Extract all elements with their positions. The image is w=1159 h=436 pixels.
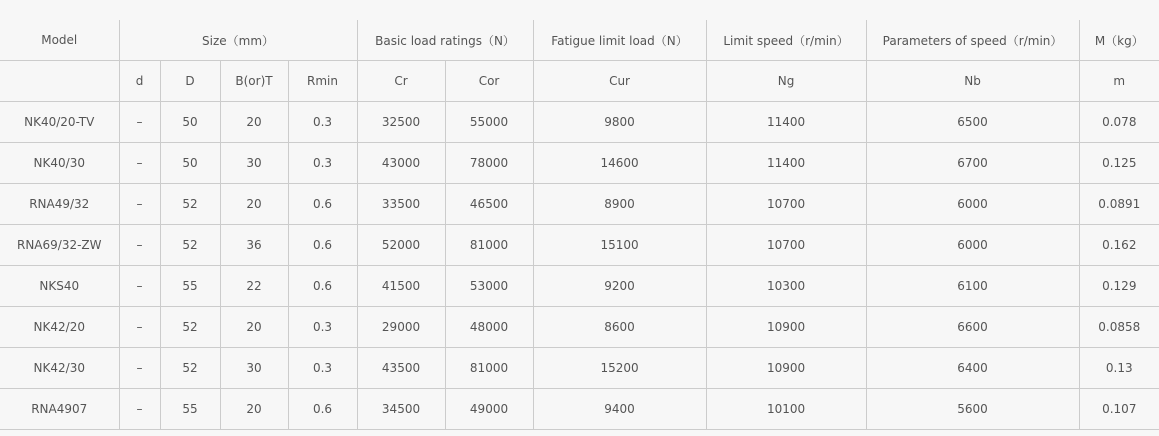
table-cell: 20	[220, 389, 288, 430]
table-cell: 48000	[445, 307, 533, 348]
header-parameters-of-speed: Parameters of speed（r/min）	[866, 20, 1079, 61]
table-cell: 0.13	[1079, 348, 1159, 389]
model-cell: RNA69/32-ZW	[0, 225, 119, 266]
table-cell: 8900	[533, 184, 706, 225]
table-cell: 0.107	[1079, 389, 1159, 430]
subheader-cell: B(or)T	[220, 61, 288, 102]
table-cell: 6000	[866, 225, 1079, 266]
table-cell: 10900	[706, 348, 866, 389]
table-cell: 36	[220, 225, 288, 266]
table-cell: 30	[220, 143, 288, 184]
table-cell: 11400	[706, 143, 866, 184]
table-cell: 10900	[706, 307, 866, 348]
subheader-cell: Cor	[445, 61, 533, 102]
model-cell: NK40/30	[0, 143, 119, 184]
table-cell: 0.162	[1079, 225, 1159, 266]
table-cell: 29000	[357, 307, 445, 348]
table-row	[0, 307, 1159, 348]
table-cell: 5600	[866, 389, 1079, 430]
table-row	[0, 184, 1159, 225]
header-limit-speed: Limit speed（r/min）	[706, 20, 866, 61]
table-cell: 0.6	[288, 184, 357, 225]
table-cell: 0.6	[288, 225, 357, 266]
subheader-cell: Rmin	[288, 61, 357, 102]
table-cell: –	[119, 307, 160, 348]
header-size: Size（mm）	[119, 20, 357, 61]
subheader-cell: Cur	[533, 61, 706, 102]
table-cell: 6500	[866, 102, 1079, 143]
header-row	[0, 20, 1159, 61]
table-cell: 32500	[357, 102, 445, 143]
subheader-cell: m	[1079, 61, 1159, 102]
table-cell: 55	[160, 266, 220, 307]
table-cell: 14600	[533, 143, 706, 184]
table-cell: 55000	[445, 102, 533, 143]
table-cell: 11400	[706, 102, 866, 143]
table-cell: 41500	[357, 266, 445, 307]
table-cell: 46500	[445, 184, 533, 225]
table-cell: 0.125	[1079, 143, 1159, 184]
table-cell: 6000	[866, 184, 1079, 225]
table-cell: 49000	[445, 389, 533, 430]
header-mass: M（kg）	[1079, 20, 1159, 61]
table-row	[0, 348, 1159, 389]
subheader-cell: d	[119, 61, 160, 102]
table-cell: 8600	[533, 307, 706, 348]
model-cell: RNA49/32	[0, 184, 119, 225]
table-cell: 50	[160, 102, 220, 143]
table-cell: 15200	[533, 348, 706, 389]
table-cell: 10300	[706, 266, 866, 307]
table-row	[0, 389, 1159, 430]
table-cell: 52	[160, 307, 220, 348]
table-cell: 0.3	[288, 348, 357, 389]
subheader-cell: Cr	[357, 61, 445, 102]
table-cell: 0.0891	[1079, 184, 1159, 225]
table-cell: 22	[220, 266, 288, 307]
table-cell: 78000	[445, 143, 533, 184]
table-cell: 34500	[357, 389, 445, 430]
model-cell: NK42/20	[0, 307, 119, 348]
header-basic-load-ratings: Basic load ratings（N）	[357, 20, 533, 61]
table-cell: 0.0858	[1079, 307, 1159, 348]
table-cell: 10700	[706, 184, 866, 225]
table-cell: 9200	[533, 266, 706, 307]
table-cell: 6400	[866, 348, 1079, 389]
bearing-spec-table	[0, 20, 1159, 430]
table-cell: 50	[160, 143, 220, 184]
table-cell: 55	[160, 389, 220, 430]
table-cell: 0.6	[288, 389, 357, 430]
model-cell: NKS40	[0, 266, 119, 307]
table-cell: 20	[220, 307, 288, 348]
table-row	[0, 225, 1159, 266]
table-cell: 9400	[533, 389, 706, 430]
model-cell: NK40/20-TV	[0, 102, 119, 143]
table-cell: 0.078	[1079, 102, 1159, 143]
table-cell: 15100	[533, 225, 706, 266]
table-cell: 6600	[866, 307, 1079, 348]
table-cell: 0.6	[288, 266, 357, 307]
table-cell: –	[119, 225, 160, 266]
header-fatigue-limit-load: Fatigue limit load（N）	[533, 20, 706, 61]
table-cell: 0.3	[288, 102, 357, 143]
table-cell: –	[119, 348, 160, 389]
table-cell: 43500	[357, 348, 445, 389]
table-cell: 43000	[357, 143, 445, 184]
model-cell: NK42/30	[0, 348, 119, 389]
subheader-cell: Nb	[866, 61, 1079, 102]
table-cell: 52	[160, 348, 220, 389]
table-row	[0, 143, 1159, 184]
table-cell: –	[119, 266, 160, 307]
table-cell: 33500	[357, 184, 445, 225]
table-row	[0, 266, 1159, 307]
table-cell: –	[119, 184, 160, 225]
table-cell: 10700	[706, 225, 866, 266]
table-cell: 20	[220, 184, 288, 225]
subheader-cell: Ng	[706, 61, 866, 102]
table-cell: 52	[160, 225, 220, 266]
model-cell: RNA4907	[0, 389, 119, 430]
subheader-cell	[0, 61, 119, 102]
header-model: Model	[0, 20, 119, 61]
subheader-row	[0, 61, 1159, 102]
table-cell: 6700	[866, 143, 1079, 184]
table-cell: 52000	[357, 225, 445, 266]
table-cell: 9800	[533, 102, 706, 143]
table-cell: 6100	[866, 266, 1079, 307]
table-row	[0, 102, 1159, 143]
table-cell: –	[119, 143, 160, 184]
table-cell: 53000	[445, 266, 533, 307]
table-cell: –	[119, 102, 160, 143]
table-cell: 30	[220, 348, 288, 389]
table-cell: 52	[160, 184, 220, 225]
table-cell: 81000	[445, 225, 533, 266]
table-cell: 0.3	[288, 143, 357, 184]
table-cell: 0.3	[288, 307, 357, 348]
table-cell: 20	[220, 102, 288, 143]
subheader-cell: D	[160, 61, 220, 102]
table-cell: 81000	[445, 348, 533, 389]
table-cell: 10100	[706, 389, 866, 430]
table-cell: 0.129	[1079, 266, 1159, 307]
table-cell: –	[119, 389, 160, 430]
